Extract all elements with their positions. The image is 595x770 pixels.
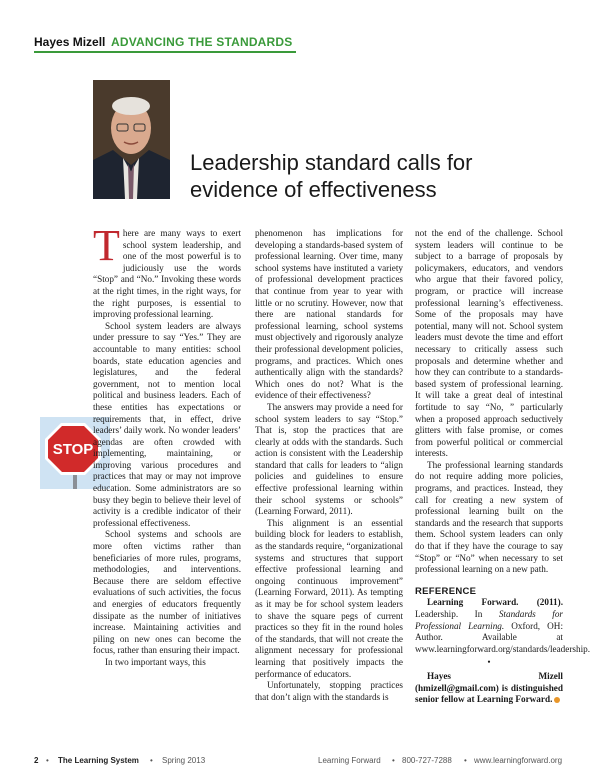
paragraph: There are many ways to exert school system leadership, and one of the most powerful is to judiciously use the words “Stop” and “No.” Invoking these words at the right times, in the right ways, for the right purposes, is essential to improving professional learning. <box>93 221 241 320</box>
footer-separator: • <box>150 756 153 765</box>
footer-page-number: 2 <box>34 756 39 765</box>
author-photo <box>93 80 170 199</box>
column-header <box>34 33 298 53</box>
reference-heading: REFERENCE <box>415 585 477 597</box>
footer-separator: • <box>392 756 395 765</box>
title-line-2: evidence of effectiveness <box>190 177 437 202</box>
reference-entry: Learning Forward. (2011). Leadership. In Standards for Professional Learning. Oxford, OH: Author. Available at www.learningforward.org/standards/leadership. <box>415 597 591 654</box>
footer-org: Learning Forward <box>318 756 381 765</box>
end-mark-icon <box>554 697 560 703</box>
paragraph: The professional learning standards do not require adding more policies, programs, and practices. Instead, they call for creating a new system of professional learning built on the standards and the research that supports them. School system leaders can only do that if they have the courage to say “Stop” or “No” when necessary to set professional learning on a new path. <box>415 459 563 575</box>
separator-bullet: • <box>487 657 491 668</box>
paragraph: School system leaders are always under pressure to say “Yes.” They are accountable to many entities: school boards, state education agencies and legislatures, and the federal government, not to mention local political and business leaders. Each of these entities has expectations or requirements that, in effect, drive leaders’ daily work. No wonder leaders’ agendas are often crowded with implementing, maintaining, or improving various procedures and practices that may or may not improve education. Some administrators are so busy they begin to believe their level of activity is a credible indicator of their professional effectiveness. <box>93 320 241 528</box>
paragraph: Unfortunately, stopping practices that don’t align with the standards is <box>255 680 403 702</box>
paragraph: This alignment is an essential building block for leaders to establish, as the standards require, “organizational systems and structures that support effective professional learning and ongoing continuous improvement” (Learning Forward, 2011). As tempting as it may be for school system leaders to shave the square pegs of current practices so they fit in the round holes of the standards, that will not create the alignment necessary for professional learning that positively impacts the performance of educators. <box>255 517 403 679</box>
header-author: Hayes Mizell <box>34 35 106 49</box>
article-column-2 <box>255 228 403 703</box>
title-line-1: Leadership standard calls for <box>190 150 473 175</box>
paragraph: School systems and schools are more often victims rather than beneficiaries of more rules, programs, methodologies, and interventions. Because there are seldom effective evaluations of such activities, the focus and energies of educators frequently dissipate as the number of initiatives increase. Maintaining activities and piling on new ones can become the focus, rather than ensuring their impact. <box>93 529 241 656</box>
paragraph: The answers may provide a need for school system leaders to say “Stop.” That is, stop the practices that are clearly at odds with the standards. Such action is consistent with the Leadership standard that calls for leaders to “align policies and guidelines to ensure effective professional learning within their school systems or schools” (Learning Forward, 2011). <box>255 401 403 517</box>
footer-separator: • <box>46 756 49 765</box>
author-bio: Hayes Mizell (hmizell@gmail.com) is distinguished senior fellow at Learning Forward. <box>415 670 563 705</box>
footer-issue: Spring 2013 <box>162 756 206 765</box>
footer-phone: 800-727-7288 <box>402 756 452 765</box>
article-column-3 <box>415 228 591 706</box>
paragraph: phenomenon has implications for developing a standards-based system of professional learning. Over time, many school systems have instituted a variety of professional development practices that continue from year to year with little or no scrutiny. However, now that there are national standards for professional learning, school systems must objectively and rigorously analyze their professional development policies, programs, and practices. Which ones authentically align with the standards? Which ones do not? What is the evidence of their effectiveness? <box>255 228 403 401</box>
drop-cap: T <box>93 221 120 270</box>
article-title <box>190 149 520 203</box>
svg-text:STOP: STOP <box>52 441 94 458</box>
header-column-name: ADVANCING THE STANDARDS <box>111 35 293 49</box>
page-footer <box>34 756 563 768</box>
paragraph: In two important ways, this <box>105 656 206 667</box>
paragraph: not the end of the challenge. School system leaders will continue to be subject to a barrage of proposals by policymakers, educators, and vendors who argue that their favored policy, program, or practice will increase professional learning’s effectiveness. Some of the proposals may have potential, many will not. School system leaders must devote the time and effort necessary to critically assess such proposals and determine whether and how they can contribute to a standards-based system of professional learning. It will take a great deal of intestinal fortitude to say “No, ” particularly when a proposed approach seductively glitters with false promise, or comes from powerful political or commercial interests. <box>415 228 563 459</box>
footer-separator: • <box>464 756 467 765</box>
footer-website: www.learningforward.org <box>474 756 563 765</box>
header-rule <box>34 51 296 53</box>
footer-journal: The Learning System <box>58 756 139 765</box>
article-column-1 <box>93 221 241 669</box>
